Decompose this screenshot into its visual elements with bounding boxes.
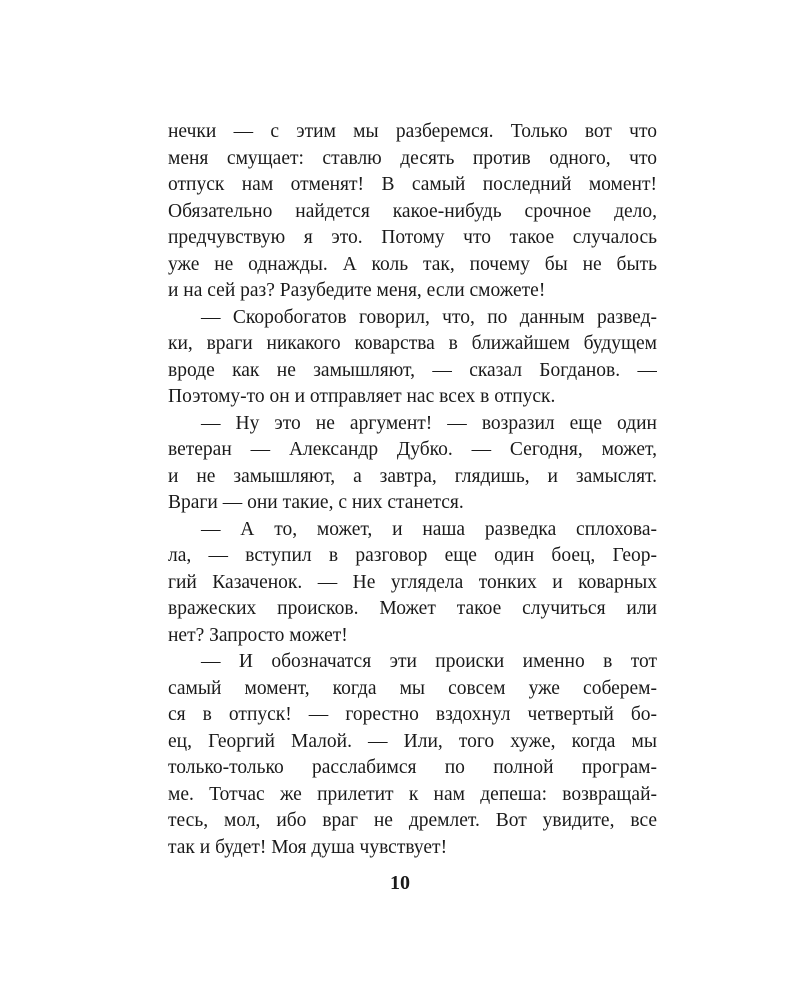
text-line: предчувствую я это. Потому что такое случалось (168, 227, 657, 248)
paragraph (168, 517, 657, 650)
text-line: и на сей раз? Разубедите меня, если сможете! (168, 280, 546, 301)
text-line: — И обозначатся эти происки именно в тот (201, 651, 657, 672)
text-line: нет? Запросто может! (168, 624, 348, 646)
paragraph (168, 649, 657, 861)
text-line: самый момент, когда мы совсем уже соберем- (168, 677, 657, 699)
text-line: уже не однажды. А коль так, почему бы не быть (168, 253, 657, 275)
text-line: — А то, может, и наша разведка сплохова- (201, 518, 657, 540)
text-line: ме. Тотчас же прилетит к нам депеша: возвращай- (168, 783, 657, 805)
page-number: 10 (390, 872, 410, 894)
text-line: гий Казаченок. — Не углядела тонких и коварных (168, 571, 657, 593)
text-line: ец, Георгий Малой. — Или, того хуже, когда мы (168, 730, 657, 752)
text-line: ки, враги никакого коварства в ближайшем будущем (168, 333, 657, 354)
text-line: ла, — вступил в разговор еще один боец, Геор- (168, 545, 657, 566)
text-line: — Ну это не аргумент! — возразил еще один (201, 412, 657, 434)
text-line: тесь, мол, ибо враг не дремлет. Вот увидите, все (168, 810, 657, 831)
body-text (168, 119, 657, 861)
text-line: так и будет! Моя душа чувствует! (168, 836, 448, 858)
paragraph (168, 305, 657, 411)
paragraph (168, 119, 657, 305)
text-line: отпуск нам отменят! В самый последний момент! (168, 174, 657, 195)
text-line: вражеских происков. Может такое случиться или (168, 598, 657, 619)
text-line: ся в отпуск! — горестно вздохнул четвертый бо- (168, 704, 657, 725)
text-line: ветеран — Александр Дубко. — Сегодня, может, (168, 439, 657, 460)
text-line: меня смущает: ставлю десять против одного, что (168, 147, 657, 169)
text-line: — Скоробогатов говорил, что, по данным развед- (201, 306, 657, 328)
text-line: Поэтому-то он и отправляет нас всех в отпуск. (168, 386, 556, 407)
text-line: вроде как не замышляют, — сказал Богданов. — (168, 359, 657, 381)
text-line: Обязательно найдется какое-нибудь срочное дело, (168, 200, 657, 222)
text-line: только-только расслабимся по полной програм- (168, 757, 657, 778)
text-line: и не замышляют, а завтра, глядишь, и замыслят. (168, 465, 657, 487)
text-line: нечки — с этим мы разберемся. Только вот что (168, 121, 657, 142)
paragraph (168, 411, 657, 517)
text-line: Враги — они такие, с них станется. (168, 492, 464, 513)
